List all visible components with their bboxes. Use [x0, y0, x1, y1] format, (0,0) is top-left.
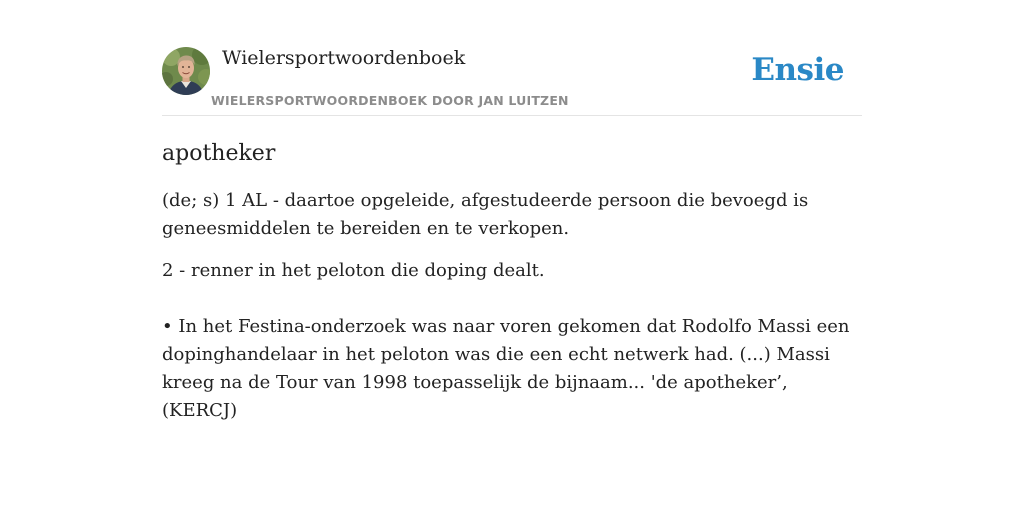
site-subtitle: WIELERSPORTWOORDENBOEK DOOR JAN LUITZEN [211, 93, 569, 108]
page-header [162, 46, 862, 116]
example-quote: • In het Festina-onderzoek was naar voren gekomen dat Rodolfo Massi een dopinghandelaar in het peloton was die een echt netwerk had. (...) Massi kreeg na de Tour van 1998 toepasselijk de bijnaam... 'de apotheker’, (KERCJ) [162, 316, 850, 421]
ensie-logo[interactable]: Ensie [751, 52, 844, 88]
entry-term: apotheker [162, 141, 276, 166]
author-avatar[interactable] [162, 47, 210, 95]
definition-paragraph: (de; s) 1 AL - daartoe opgeleide, afgestudeerde persoon die bevoegd is geneesmiddelen te bereiden en te verkopen. [162, 190, 809, 239]
site-name-link[interactable]: Wielersportwoordenboek [222, 47, 466, 69]
definition-paragraph: 2 - renner in het peloton die doping dealt. [162, 260, 545, 281]
entry-content [162, 138, 852, 439]
